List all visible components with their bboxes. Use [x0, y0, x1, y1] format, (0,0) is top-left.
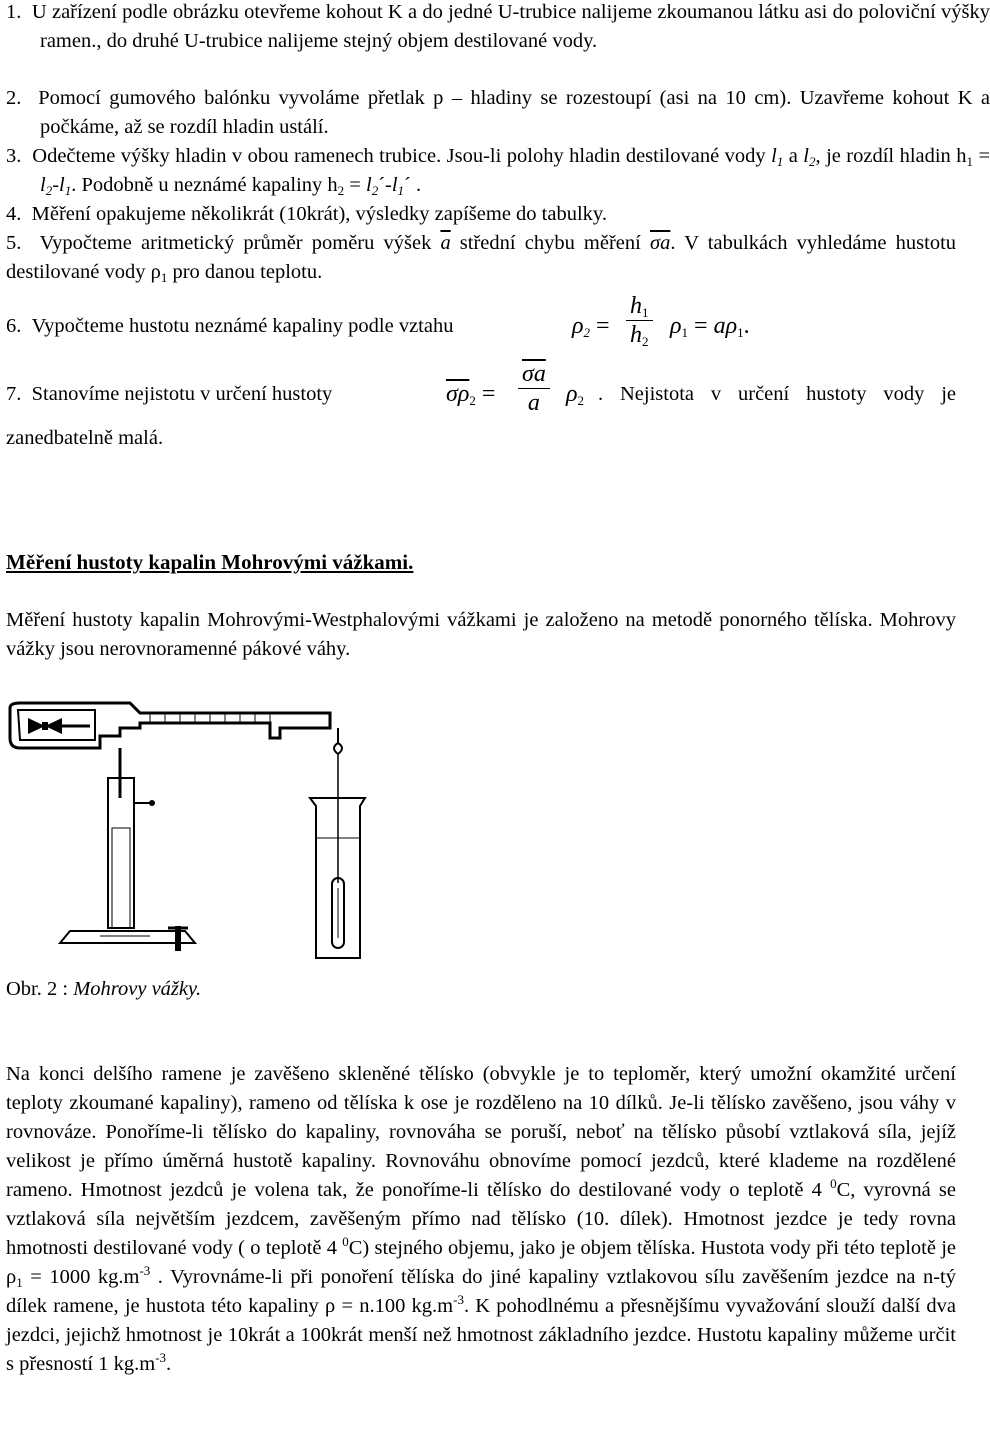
step-6	[6, 292, 956, 362]
step-4	[6, 200, 990, 229]
step-7	[6, 362, 956, 452]
body-text: .	[166, 1353, 172, 1375]
sigma-rho	[446, 381, 469, 407]
var-l: l	[40, 174, 46, 196]
superscript: 0	[830, 1176, 837, 1191]
body-text: . Vyrovnáme-li při ponoření tělíska do jiné kapaliny vztlakovou sílu zavěšením jezdce na n-tý dílek ramene, je hustota této kapaliny ρ = n.100 kg.m	[6, 1266, 956, 1317]
var-h: h	[630, 293, 642, 319]
text-fragment: . Podobně u neznámé kapaliny h	[71, 174, 338, 196]
subscript: 2	[809, 154, 816, 169]
step-text: Vypočteme aritmetický průměr poměru výšek	[39, 232, 441, 254]
superscript: 0	[342, 1234, 349, 1249]
subscript: 1	[966, 154, 973, 169]
formula-uncertainty	[446, 380, 495, 409]
step-text: Odečteme výšky hladin v obou ramenech trubice. Jsou-li polohy hladin destilované vody	[32, 145, 766, 167]
subscript: 1	[737, 325, 744, 340]
var-l: l	[365, 174, 372, 196]
section-heading: Měření hustoty kapalin Mohrovými vážkami.	[6, 550, 414, 574]
fraction-h1-h2	[626, 292, 653, 349]
sigma-symbol: σ	[446, 381, 458, 407]
subscript: 1	[681, 325, 689, 340]
step-number: 7.	[6, 383, 22, 405]
fraction-numerator: $\overline{\sigma a}$	[518, 360, 550, 389]
mohr-balance-figure	[0, 688, 420, 968]
body-text: C) stejného objemu, jako je objem tělíska. Hustota vody při této teplotě je ρ	[6, 1237, 956, 1288]
step-text: Měření opakujeme několikrát (10krát), výsledky zapíšeme do tabulky.	[31, 203, 607, 225]
step-6-label	[6, 312, 453, 341]
body-text: = 1000 kg.m	[22, 1266, 140, 1288]
superscript: -3	[453, 1292, 464, 1307]
equals: =	[475, 381, 496, 407]
ratio-mean-symbol: $\overline{a}$	[440, 232, 451, 254]
step-text: . V tabulkách vyhledáme hustotu destilované vody ρ	[6, 232, 957, 283]
step-text: Vypočteme hustotu neznámé kapaliny podle vztahu	[31, 315, 454, 337]
subscript: 2	[583, 325, 591, 340]
mohr-balance-drawing	[0, 688, 420, 968]
caption-label: Obr. 2 :	[6, 978, 74, 1000]
step-2	[6, 84, 990, 142]
equals: =	[590, 313, 610, 339]
var-a: a	[713, 313, 726, 339]
rho-symbol: ρ	[572, 313, 584, 339]
step-text: U zařízení podle obrázku otevřeme kohout K a do jedné U-trubice nalijeme zkoumanou látku asi do poloviční výšky ramen., do druhé U-trubice nalijeme stejný objem destilované vody.	[31, 1, 990, 52]
step-text: Stanovíme nejistotu v určení hustoty	[31, 383, 333, 405]
subscript: 1	[160, 270, 168, 285]
body-text: . K pohodlnému a přesnějšímu vyvažování slouží další dva jezdci, jejichž hmotnost je 10krát a 100krát menší než hmotnost základního jezdce. Hustotu kapaliny můžeme určit s přesností 1 kg.m	[6, 1295, 956, 1375]
fraction-numerator	[626, 292, 653, 321]
subscript: 2	[642, 334, 649, 349]
subscript: 1	[397, 183, 405, 198]
figure-caption	[6, 975, 201, 1004]
subscript: 1	[642, 305, 649, 320]
step-5	[6, 229, 956, 287]
text-fragment: , je rozdíl hladin h	[815, 145, 967, 167]
body-text: C, vyrovná se vztlaková síla největším jezdcem, zavěšeným přímo nad tělísko (10. dílek). Hmotnost jezdce je tedy rovna hmotnosti destilované vody ( o teplotě 4	[6, 1179, 956, 1259]
superscript: -3	[155, 1350, 167, 1365]
period: .	[743, 313, 750, 339]
text-fragment: -	[385, 174, 392, 196]
rho-symbol: ρ	[566, 381, 578, 407]
formula-density	[572, 312, 610, 341]
body-paragraph	[6, 1060, 956, 1379]
formula-tail	[670, 312, 750, 341]
step-number: 2.	[6, 87, 22, 109]
fraction-denominator	[626, 321, 653, 349]
equals: =	[688, 313, 714, 339]
var-l: l	[391, 174, 398, 196]
step-1	[6, 0, 990, 56]
step-text: střední chybu měření	[450, 232, 650, 254]
step-number: 1.	[6, 1, 22, 23]
rho-symbol: ρ	[725, 313, 738, 339]
subscript: 1	[64, 183, 72, 198]
text-fragment: a	[783, 145, 804, 167]
step-text: zanedbatelně malá.	[6, 427, 164, 449]
var-l: l	[59, 174, 65, 196]
step-7-label	[6, 380, 332, 409]
fraction-sigma-a	[518, 360, 550, 417]
step-number: 5.	[6, 232, 22, 254]
text-fragment: .	[410, 174, 422, 196]
subscript: 2	[371, 183, 379, 198]
subscript: 1	[776, 154, 784, 169]
step-text: Pomocí gumového balónku vyvoláme přetlak p – hladiny se rozestoupí (asi na 10 cm). Uzavřeme kohout K a počkáme, až se rozdíl hladin ustálí.	[38, 87, 990, 138]
subscript: 2	[337, 183, 345, 198]
step-number: 6.	[6, 315, 22, 337]
text-fragment: =	[344, 174, 366, 196]
var-l: l	[803, 145, 809, 167]
formula-rho2	[566, 380, 584, 409]
superscript: -3	[139, 1263, 151, 1278]
caption-title: Mohrovy vážky.	[73, 978, 202, 1000]
step-text: pro danou teplotu.	[167, 261, 323, 283]
subscript: 2	[577, 393, 585, 408]
subscript: 2	[469, 393, 476, 408]
step-3	[6, 142, 990, 200]
step-number: 3.	[6, 145, 22, 167]
body-text: Na konci delšího ramene je zavěšeno skleněné tělísko (obvykle je to teploměr, který umožní okamžité určení teploty zkoumané kapaliny), rameno od tělíska k ose je rozděleno na 10 dílků. Je-li tělísko zavěšeno, jsou váhy v rovnováze. Ponoříme-li tělísko do kapaliny, rovnováha se poruší, neboť na tělísko působí vztlaková síla, jejíž velikost je přímo úměrná hustotě kapaliny. Rovnováhu obnovíme pomocí jezdců, které klademe na rozdělené rameno. Hmotnost jezdců je volena tak, že ponoříme-li tělísko do destilované vody o teplotě 4	[6, 1063, 956, 1201]
var-l: l	[771, 145, 777, 167]
text-fragment: -	[52, 174, 60, 196]
subscript: 2	[45, 183, 53, 198]
text-fragment: =	[973, 145, 990, 167]
prime: ´	[378, 174, 386, 196]
error-symbol: $\overline{\sigma a}$	[649, 232, 671, 254]
step-text: . Nejistota v určení hustoty vody je	[598, 383, 956, 405]
fraction-denominator: a	[527, 390, 540, 416]
rho-symbol: ρ	[670, 313, 682, 339]
subscript: 1	[16, 1275, 23, 1290]
prime: ´	[404, 174, 411, 196]
intro-paragraph: Měření hustoty kapalin Mohrovými-Westphalovými vážkami je založeno na metodě ponorného tělíska. Mohrovy vážky jsou nerovnoramenné pákové váhy.	[6, 609, 956, 660]
step-number: 4.	[6, 203, 22, 225]
var-h: h	[630, 322, 642, 348]
rho-symbol: ρ	[457, 381, 470, 407]
